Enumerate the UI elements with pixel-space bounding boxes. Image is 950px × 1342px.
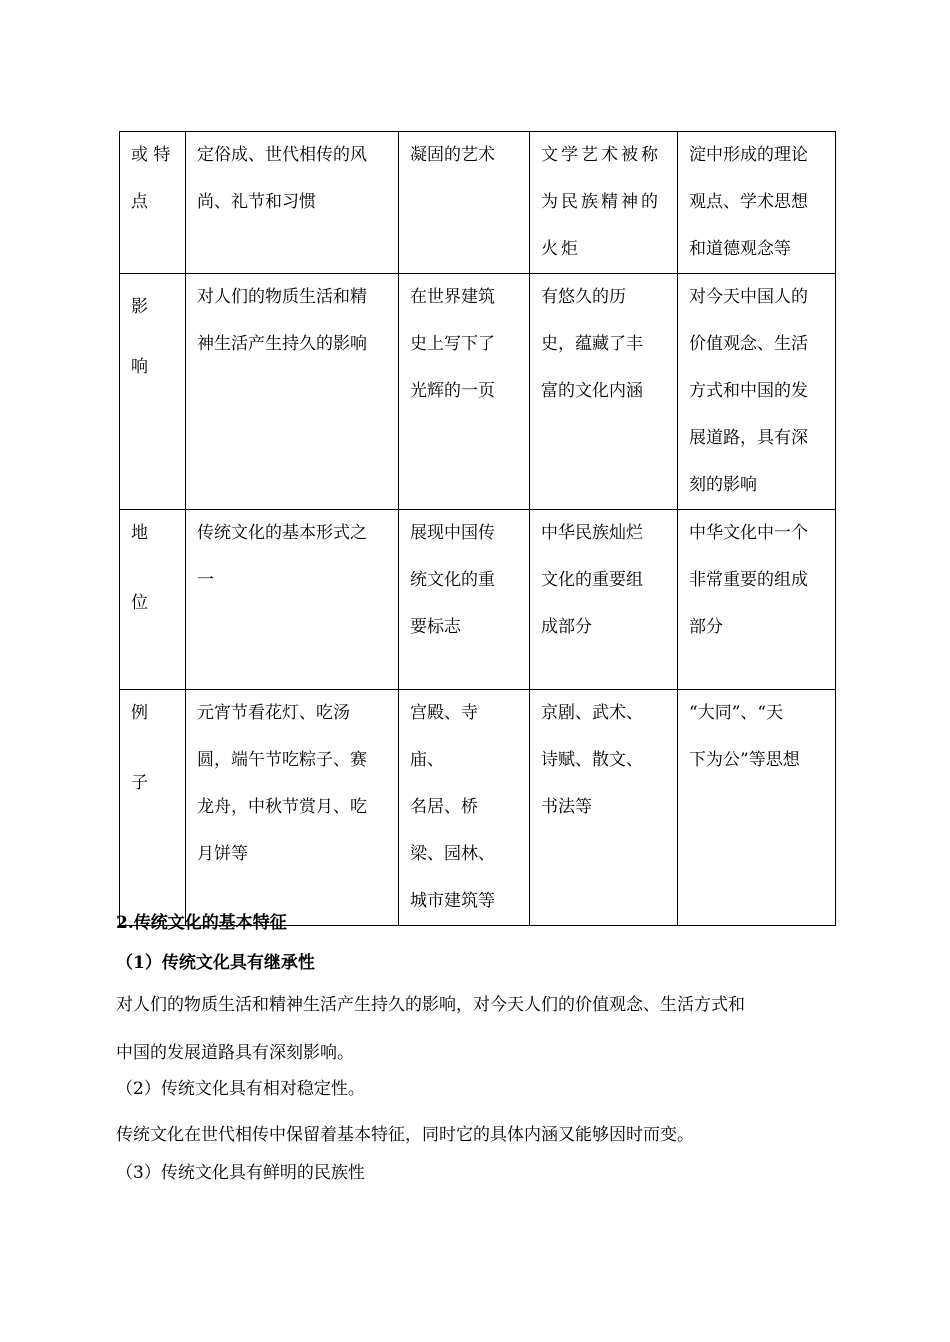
row-label-line: 子 — [131, 773, 148, 793]
cell-line: 价值观念、生活 — [689, 334, 808, 354]
table-row — [120, 132, 836, 274]
paragraph-inheritance-line2: 中国的发展道路具有深刻影响。 — [116, 1043, 354, 1063]
cell-line: 部分 — [689, 617, 723, 637]
cell-line: 诗赋、散文、 — [541, 750, 643, 770]
cell-line: 方式和中国的发 — [689, 381, 808, 401]
row-label-line: 位 — [131, 593, 148, 613]
subheading-inheritance: （1）传统文化具有继承性 — [116, 953, 315, 973]
cell-line: 梁、园林、 — [410, 844, 495, 864]
culture-table — [119, 131, 836, 926]
table-row — [120, 510, 836, 690]
cell-line: 展现中国传 — [410, 523, 495, 543]
table-cell — [399, 510, 530, 690]
cell-line: 统文化的重 — [410, 570, 495, 590]
row-label — [120, 132, 186, 274]
cell-line: 文化的重要组 — [541, 570, 643, 590]
table-cell — [530, 274, 678, 510]
table-cell — [399, 274, 530, 510]
cell-line: 京剧、武术、 — [541, 703, 643, 723]
cell-line: 下为公”等思想 — [689, 750, 800, 770]
cell-line: 龙舟，中秋节赏月、吃 — [197, 797, 367, 817]
paragraph-inheritance-line1: 对人们的物质生活和精神生活产生持久的影响，对今天人们的价值观念、生活方式和 — [116, 995, 745, 1015]
row-label-line: 或 特 — [131, 145, 171, 165]
row-label-line: 响 — [131, 357, 148, 377]
cell-line: 史上写下了 — [410, 334, 495, 354]
cell-line: 史，蕴藏了丰 — [541, 334, 643, 354]
table-row — [120, 690, 836, 926]
cell-line: 一 — [197, 570, 214, 590]
table-cell — [530, 690, 678, 926]
table-cell — [530, 132, 678, 274]
row-label-line: 地 — [131, 523, 148, 543]
cell-line: 庙、 — [410, 750, 444, 770]
row-label-line: 影 — [131, 297, 148, 317]
subheading-stability: （2）传统文化具有相对稳定性。 — [116, 1079, 365, 1099]
cell-line: 圆，端午节吃粽子、赛 — [197, 750, 367, 770]
table-cell — [186, 510, 399, 690]
section-heading: 2.传统文化的基本特征 — [116, 913, 287, 933]
table-cell — [530, 510, 678, 690]
cell-line: 中华民族灿烂 — [541, 523, 643, 543]
row-label — [120, 510, 186, 690]
cell-line: 淀中形成的理论 — [689, 145, 808, 165]
cell-line: 城市建筑等 — [410, 891, 495, 911]
cell-line: 和道德观念等 — [689, 239, 791, 259]
cell-line: 宫殿、寺 — [410, 703, 478, 723]
cell-line: 元宵节看花灯、吃汤 — [197, 703, 350, 723]
table-cell — [186, 690, 399, 926]
cell-line: 凝固的艺术 — [410, 145, 495, 165]
table-cell — [678, 690, 836, 926]
cell-line: 要标志 — [410, 617, 461, 637]
cell-line: 在世界建筑 — [410, 287, 495, 307]
cell-line: 月饼等 — [197, 844, 248, 864]
table-cell — [399, 690, 530, 926]
cell-line: 传统文化的基本形式之 — [197, 523, 367, 543]
cell-line: 有悠久的历 — [541, 287, 626, 307]
cell-line: 定俗成、世代相传的风 — [197, 145, 367, 165]
table-cell — [399, 132, 530, 274]
cell-line: 火炬 — [541, 239, 581, 259]
cell-line: 尚、礼节和习惯 — [197, 192, 316, 212]
subheading-nationality: （3）传统文化具有鲜明的民族性 — [116, 1163, 365, 1183]
table-cell — [678, 274, 836, 510]
table-cell — [186, 274, 399, 510]
cell-line: 书法等 — [541, 797, 592, 817]
cell-line: 神生活产生持久的影响 — [197, 334, 367, 354]
cell-line: 非常重要的组成 — [689, 570, 808, 590]
cell-line: 观点、学术思想 — [689, 192, 808, 212]
culture-table-body — [120, 132, 836, 926]
cell-line: 对今天中国人的 — [689, 287, 808, 307]
cell-line: 中华文化中一个 — [689, 523, 808, 543]
row-label-line: 点 — [131, 192, 148, 212]
row-label-line: 例 — [131, 703, 148, 723]
cell-line: 为民族精神的 — [541, 192, 661, 212]
cell-line: 刻的影响 — [689, 475, 757, 495]
cell-line: 富的文化内涵 — [541, 381, 643, 401]
cell-line: 名居、桥 — [410, 797, 478, 817]
table-cell — [678, 510, 836, 690]
paragraph-stability: 传统文化在世代相传中保留着基本特征，同时它的具体内涵又能够因时而变。 — [116, 1125, 694, 1145]
cell-line: 展道路，具有深 — [689, 428, 808, 448]
cell-line: 文学艺术被称 — [541, 145, 661, 165]
cell-line: 成部分 — [541, 617, 592, 637]
row-label — [120, 274, 186, 510]
table-cell — [186, 132, 399, 274]
cell-line: 光辉的一页 — [410, 381, 495, 401]
table-cell — [678, 132, 836, 274]
table-row — [120, 274, 836, 510]
cell-line: “大同”、“天 — [689, 703, 784, 723]
cell-line: 对人们的物质生活和精 — [197, 287, 367, 307]
row-label — [120, 690, 186, 926]
